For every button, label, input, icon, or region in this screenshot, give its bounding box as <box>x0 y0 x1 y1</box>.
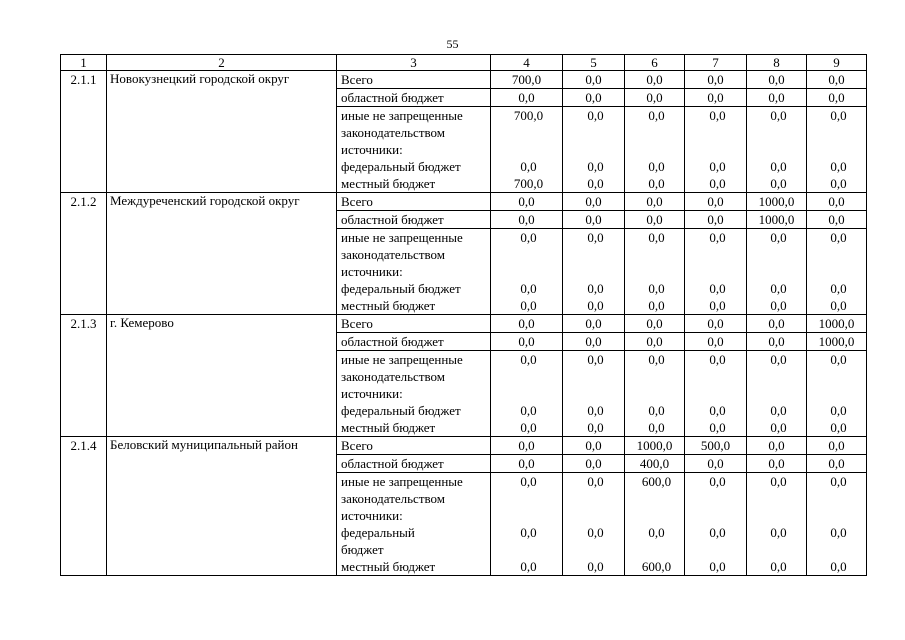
value-cell: 0,0 <box>770 108 787 123</box>
value-cell: 0,0 <box>830 474 847 489</box>
column-header: 3 <box>337 55 491 71</box>
value-cell: 0,0 <box>830 298 847 313</box>
value-cell: 0,0 <box>491 89 563 107</box>
value-cell: 0,0 <box>770 159 787 174</box>
value-spacer <box>685 141 746 158</box>
value-cell: 0,0 <box>648 176 665 191</box>
value-spacer <box>807 368 866 385</box>
value-spacer <box>563 385 624 402</box>
section-name: Новокузнецкий городской округ <box>107 71 337 193</box>
value-stack <box>807 473 867 576</box>
value-cell: 0,0 <box>648 525 665 540</box>
value-spacer <box>807 385 866 402</box>
value-spacer <box>747 246 806 263</box>
value-cell: 0,0 <box>587 108 604 123</box>
value-cell: 0,0 <box>520 159 537 174</box>
section-name: Междуреченский городской округ <box>107 193 337 315</box>
source-label-line: источники: <box>341 386 403 401</box>
value-cell: 0,0 <box>747 71 807 89</box>
source-label-line: иные не запрещенные <box>341 230 463 245</box>
value-stack <box>807 229 867 315</box>
value-cell: 0,0 <box>648 281 665 296</box>
section-name: Беловский муниципальный район <box>107 437 337 576</box>
value-cell: 0,0 <box>625 89 685 107</box>
column-header: 8 <box>747 55 807 71</box>
source-label-line: федеральный бюджет <box>341 281 461 296</box>
value-spacer <box>625 124 684 141</box>
value-cell: 0,0 <box>520 559 537 574</box>
value-spacer <box>563 368 624 385</box>
value-cell: 0,0 <box>770 559 787 574</box>
value-cell: 0,0 <box>648 420 665 435</box>
value-stack <box>491 351 563 437</box>
source-label: Всего <box>337 71 491 89</box>
value-cell: 0,0 <box>830 230 847 245</box>
value-cell: 0,0 <box>520 525 537 540</box>
value-cell: 0,0 <box>685 193 747 211</box>
value-spacer <box>807 541 866 558</box>
budget-table <box>60 54 867 576</box>
value-spacer <box>807 507 866 524</box>
value-cell: 0,0 <box>709 403 726 418</box>
value-cell: 0,0 <box>491 333 563 351</box>
value-cell: 0,0 <box>709 525 726 540</box>
source-label-block <box>337 473 491 576</box>
value-cell: 700,0 <box>513 176 544 191</box>
value-cell: 0,0 <box>830 108 847 123</box>
value-cell: 0,0 <box>520 352 537 367</box>
value-stack <box>491 473 563 576</box>
column-header: 2 <box>107 55 337 71</box>
source-label-line: законодательством <box>341 125 446 140</box>
page-number: 55 <box>446 37 459 51</box>
column-header: 7 <box>685 55 747 71</box>
value-cell: 0,0 <box>685 455 747 473</box>
value-spacer <box>491 541 562 558</box>
value-spacer <box>563 263 624 280</box>
value-cell: 1000,0 <box>747 211 807 229</box>
value-stack <box>625 351 685 437</box>
value-spacer <box>625 263 684 280</box>
value-stack <box>685 473 747 576</box>
value-spacer <box>685 385 746 402</box>
value-cell: 0,0 <box>807 193 867 211</box>
source-label-line: местный бюджет <box>341 298 436 313</box>
value-cell: 0,0 <box>587 474 604 489</box>
value-stack <box>685 107 747 193</box>
value-spacer <box>747 385 806 402</box>
source-label-block <box>337 107 491 193</box>
value-cell: 0,0 <box>563 455 625 473</box>
value-stack <box>747 229 807 315</box>
value-spacer <box>685 541 746 558</box>
source-label: областной бюджет <box>337 89 491 107</box>
value-cell: 0,0 <box>520 420 537 435</box>
value-cell: 0,0 <box>709 108 726 123</box>
value-cell: 1000,0 <box>747 193 807 211</box>
value-stack <box>491 107 563 193</box>
section-code: 2.1.3 <box>61 315 107 437</box>
value-cell: 0,0 <box>770 420 787 435</box>
source-label: Всего <box>337 193 491 211</box>
value-spacer <box>807 490 866 507</box>
value-cell: 0,0 <box>770 352 787 367</box>
value-cell: 0,0 <box>770 298 787 313</box>
value-spacer <box>563 490 624 507</box>
source-label-line: источники: <box>341 264 403 279</box>
value-cell: 0,0 <box>807 211 867 229</box>
source-label: Всего <box>337 315 491 333</box>
value-spacer <box>685 246 746 263</box>
source-label-line: местный бюджет <box>341 559 436 574</box>
value-cell: 0,0 <box>685 211 747 229</box>
value-cell: 0,0 <box>770 474 787 489</box>
value-spacer <box>807 141 866 158</box>
section-code: 2.1.2 <box>61 193 107 315</box>
value-spacer <box>625 141 684 158</box>
value-cell: 0,0 <box>770 525 787 540</box>
value-spacer <box>491 490 562 507</box>
value-cell: 0,0 <box>807 455 867 473</box>
value-cell: 0,0 <box>747 437 807 455</box>
source-label-line: источники: <box>341 508 403 523</box>
value-stack <box>625 229 685 315</box>
value-spacer <box>747 490 806 507</box>
value-cell: 0,0 <box>830 281 847 296</box>
value-spacer <box>685 490 746 507</box>
value-spacer <box>625 490 684 507</box>
value-cell: 500,0 <box>685 437 747 455</box>
value-spacer <box>491 124 562 141</box>
value-spacer <box>807 124 866 141</box>
value-spacer <box>685 124 746 141</box>
value-cell: 1000,0 <box>807 315 867 333</box>
value-cell: 0,0 <box>648 108 665 123</box>
value-cell: 0,0 <box>520 281 537 296</box>
value-cell: 0,0 <box>770 176 787 191</box>
value-spacer <box>625 368 684 385</box>
value-cell: 0,0 <box>648 298 665 313</box>
value-spacer <box>685 507 746 524</box>
section-total-row <box>61 193 867 211</box>
value-cell: 1000,0 <box>625 437 685 455</box>
value-cell: 0,0 <box>709 559 726 574</box>
source-label-line: иные не запрещенные <box>341 352 463 367</box>
value-cell: 0,0 <box>563 315 625 333</box>
column-header: 1 <box>61 55 107 71</box>
value-cell: 0,0 <box>807 437 867 455</box>
value-cell: 0,0 <box>648 403 665 418</box>
value-spacer <box>491 263 562 280</box>
value-cell: 0,0 <box>709 298 726 313</box>
value-stack <box>747 473 807 576</box>
value-cell: 600,0 <box>641 559 672 574</box>
value-cell: 0,0 <box>625 211 685 229</box>
value-cell: 0,0 <box>807 89 867 107</box>
value-stack <box>625 473 685 576</box>
value-cell: 0,0 <box>491 315 563 333</box>
value-cell: 0,0 <box>709 352 726 367</box>
value-cell: 0,0 <box>648 230 665 245</box>
value-stack <box>747 107 807 193</box>
value-cell: 0,0 <box>491 437 563 455</box>
value-cell: 0,0 <box>709 420 726 435</box>
value-spacer <box>491 368 562 385</box>
value-spacer <box>563 124 624 141</box>
value-spacer <box>563 141 624 158</box>
value-cell: 0,0 <box>520 474 537 489</box>
value-cell: 0,0 <box>491 211 563 229</box>
value-cell: 0,0 <box>520 403 537 418</box>
value-cell: 700,0 <box>491 71 563 89</box>
value-cell: 0,0 <box>587 159 604 174</box>
value-cell: 0,0 <box>563 437 625 455</box>
value-cell: 0,0 <box>587 230 604 245</box>
value-cell: 700,0 <box>513 108 544 123</box>
source-label-line: местный бюджет <box>341 176 436 191</box>
source-label-line: федеральный бюджет <box>341 403 461 418</box>
section-total-row <box>61 315 867 333</box>
value-spacer <box>491 385 562 402</box>
value-cell: 0,0 <box>685 315 747 333</box>
value-spacer <box>807 246 866 263</box>
value-cell: 0,0 <box>587 281 604 296</box>
value-spacer <box>685 263 746 280</box>
value-spacer <box>747 507 806 524</box>
value-cell: 0,0 <box>770 403 787 418</box>
value-stack <box>491 229 563 315</box>
value-spacer <box>747 141 806 158</box>
value-spacer <box>747 541 806 558</box>
value-cell: 0,0 <box>685 89 747 107</box>
value-cell: 1000,0 <box>807 333 867 351</box>
value-cell: 0,0 <box>830 176 847 191</box>
value-cell: 0,0 <box>491 193 563 211</box>
value-stack <box>563 107 625 193</box>
value-spacer <box>625 507 684 524</box>
value-spacer <box>747 124 806 141</box>
value-cell: 0,0 <box>587 403 604 418</box>
value-cell: 0,0 <box>563 71 625 89</box>
source-label-line: иные не запрещенные <box>341 108 463 123</box>
value-stack <box>747 351 807 437</box>
value-cell: 0,0 <box>563 193 625 211</box>
value-cell: 0,0 <box>563 89 625 107</box>
value-cell: 0,0 <box>709 474 726 489</box>
section-name: г. Кемерово <box>107 315 337 437</box>
value-cell: 0,0 <box>625 193 685 211</box>
value-cell: 0,0 <box>685 71 747 89</box>
source-label-line: федеральный бюджет <box>341 159 461 174</box>
value-cell: 0,0 <box>747 315 807 333</box>
value-cell: 0,0 <box>587 525 604 540</box>
value-cell: 0,0 <box>709 159 726 174</box>
source-label: областной бюджет <box>337 211 491 229</box>
source-label-line: законодательством <box>341 247 446 262</box>
value-spacer <box>563 246 624 263</box>
value-cell: 0,0 <box>587 559 604 574</box>
value-cell: 0,0 <box>491 455 563 473</box>
value-cell: 0,0 <box>747 333 807 351</box>
value-cell: 0,0 <box>648 352 665 367</box>
value-cell: 0,0 <box>563 211 625 229</box>
value-spacer <box>491 141 562 158</box>
value-spacer <box>747 368 806 385</box>
value-spacer <box>807 263 866 280</box>
source-label-line: законодательством <box>341 491 446 506</box>
column-header: 5 <box>563 55 625 71</box>
value-cell: 0,0 <box>770 230 787 245</box>
value-cell: 0,0 <box>648 159 665 174</box>
source-label-line: иные не запрещенные <box>341 474 463 489</box>
value-spacer <box>625 385 684 402</box>
value-cell: 0,0 <box>747 455 807 473</box>
value-cell: 0,0 <box>807 71 867 89</box>
value-cell: 0,0 <box>587 298 604 313</box>
value-cell: 0,0 <box>830 159 847 174</box>
value-cell: 600,0 <box>641 474 672 489</box>
source-label-line: законодательством <box>341 369 446 384</box>
source-label-line: источники: <box>341 142 403 157</box>
source-label: областной бюджет <box>337 333 491 351</box>
value-cell: 0,0 <box>587 420 604 435</box>
value-spacer <box>685 368 746 385</box>
source-label-line: местный бюджет <box>341 420 436 435</box>
value-cell: 0,0 <box>563 333 625 351</box>
value-spacer <box>491 507 562 524</box>
value-cell: 0,0 <box>770 281 787 296</box>
value-cell: 0,0 <box>709 176 726 191</box>
column-header: 9 <box>807 55 867 71</box>
value-spacer <box>625 541 684 558</box>
value-cell: 0,0 <box>830 559 847 574</box>
value-stack <box>685 351 747 437</box>
value-cell: 0,0 <box>747 89 807 107</box>
value-spacer <box>625 246 684 263</box>
section-total-row <box>61 437 867 455</box>
column-header: 4 <box>491 55 563 71</box>
section-code: 2.1.1 <box>61 71 107 193</box>
value-cell: 0,0 <box>625 333 685 351</box>
value-spacer <box>747 263 806 280</box>
value-cell: 0,0 <box>625 71 685 89</box>
value-stack <box>563 473 625 576</box>
value-cell: 0,0 <box>520 298 537 313</box>
value-spacer <box>563 507 624 524</box>
value-cell: 0,0 <box>685 333 747 351</box>
value-cell: 0,0 <box>625 315 685 333</box>
value-cell: 0,0 <box>520 230 537 245</box>
value-spacer <box>491 246 562 263</box>
value-stack <box>625 107 685 193</box>
value-stack <box>563 351 625 437</box>
section-code: 2.1.4 <box>61 437 107 576</box>
value-stack <box>807 351 867 437</box>
value-cell: 0,0 <box>587 176 604 191</box>
value-cell: 0,0 <box>830 403 847 418</box>
value-stack <box>685 229 747 315</box>
source-label-block <box>337 351 491 437</box>
value-stack <box>807 107 867 193</box>
value-cell: 0,0 <box>830 420 847 435</box>
value-cell: 0,0 <box>587 352 604 367</box>
source-label: областной бюджет <box>337 455 491 473</box>
source-label-line: бюджет <box>341 542 384 557</box>
value-spacer <box>563 541 624 558</box>
value-cell: 0,0 <box>830 525 847 540</box>
value-cell: 400,0 <box>625 455 685 473</box>
value-stack <box>563 229 625 315</box>
section-total-row <box>61 71 867 89</box>
source-label-block <box>337 229 491 315</box>
value-cell: 0,0 <box>830 352 847 367</box>
source-label: Всего <box>337 437 491 455</box>
column-header: 6 <box>625 55 685 71</box>
value-cell: 0,0 <box>709 230 726 245</box>
source-label-line: федеральный <box>341 525 415 540</box>
header-row <box>61 55 867 71</box>
value-cell: 0,0 <box>709 281 726 296</box>
